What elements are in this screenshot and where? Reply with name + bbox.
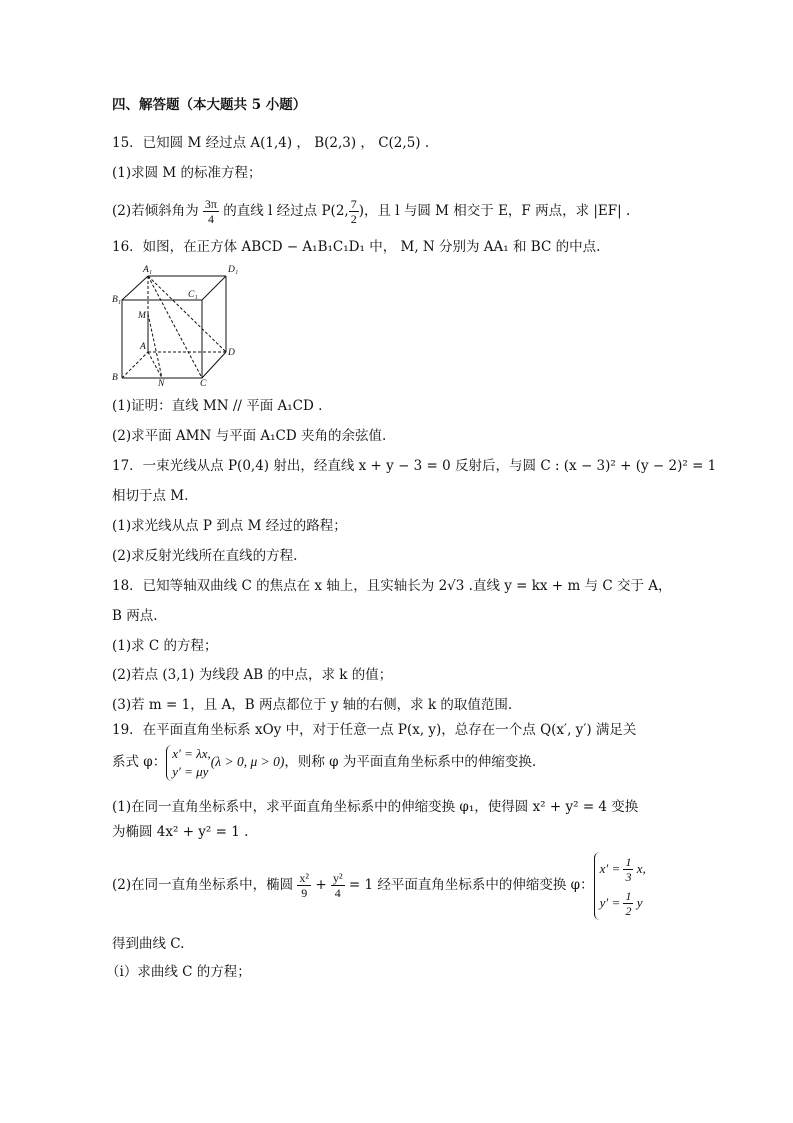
q16-part1: (1)证明：直线 MN // 平面 A₁CD . — [112, 398, 323, 414]
ellipse-x-term: $\frac{\text{x²}}{9}$ — [299, 871, 310, 900]
q15-part2 — [112, 193, 630, 229]
section-title: 四、解答题（本大题共 5 小题） — [112, 97, 307, 113]
q15-part1: (1)求圆 M 的标准方程； — [112, 165, 262, 181]
q16-part2: (2)求平面 AMN 与平面 A₁CD 夹角的余弦值. — [112, 428, 387, 444]
q18-stem: 18．已知等轴双曲线 C 的焦点在 x 轴上，且实轴长为 2√3 .直线 y = kx + m 与 C 交于 A， — [112, 578, 672, 594]
label-m: M — [138, 311, 146, 321]
q17-stem-cont: 相切于点 M. — [112, 488, 189, 504]
transform-system: x′ = λx, y′ = μy — [166, 745, 211, 781]
q19-part2: (2)在同一直角坐标系中，椭圆 $\frac{\text{x²}}{9}$ + $\frac{\text{y²}}{4}$ = 1 经平面直角坐标系中的伸缩变换 φ： x′ = $\frac{1}{3}$ x, y′ = $\frac{1}{2}$ y — [112, 845, 646, 925]
label-d: D — [228, 348, 235, 358]
q15-part2-mid: 的直线 l 经过点 P(2, — [223, 203, 349, 219]
q18-part2: (2)若点 (3,1) 为线段 AB 的中点，求 k 的值； — [112, 667, 393, 683]
q15-stem: 15．已知圆 M 经过点 A(1,4) ， B(2,3) ， C(2,5) . — [112, 135, 430, 151]
q17-part2: (2)求反射光线所在直线的方程. — [112, 548, 298, 564]
label-b: B — [112, 373, 118, 383]
q19-sub-i: （i）求曲线 C 的方程； — [106, 964, 251, 980]
label-c1: C₁ — [188, 290, 198, 300]
label-c: C — [200, 379, 207, 386]
q18-part1: (1)求 C 的方程； — [112, 638, 218, 654]
q19-part1: (1)在同一直角坐标系中，求平面直角坐标系中的伸缩变换 φ₁，使得圆 x² + y² = 4 变换 — [112, 799, 639, 815]
label-d1: D₁ — [228, 265, 239, 275]
q18-stem-cont: B 两点. — [112, 608, 158, 624]
cube-figure — [110, 262, 245, 386]
q17-part1: (1)求光线从点 P 到点 M 经过的路程； — [112, 518, 347, 534]
q19-part1-cont: 为椭圆 4x² + y² = 1 . — [112, 824, 249, 840]
q16-stem: 16．如图，在正方体 ABCD − A₁B₁C₁D₁ 中， M, N 分别为 AA₁ 和 BC 的中点. — [112, 239, 601, 255]
q19-stem: 19．在平面直角坐标系 xOy 中，对于任意一点 P(x, y)，总存在一个点 Q(x′, y′) 满足关 — [112, 722, 637, 738]
q17-stem: 17．一束光线从点 P(0,4) 射出，经直线 x + y − 3 = 0 反射后，与圆 C : (x − 3)² + (y − 2)² = 1 — [112, 458, 717, 474]
q15-part2-post: )，且 l 与圆 M 相交于 E，F 两点，求 |EF| . — [358, 203, 631, 219]
label-n: N — [158, 379, 165, 386]
point-y-fraction: $\frac{7}{2}$ — [350, 197, 357, 226]
transform-system-2: x′ = $\frac{1}{3}$ x, y′ = $\frac{1}{2}$ y — [594, 852, 646, 920]
label-a1: A₁ — [143, 265, 153, 275]
slope-angle-fraction: $\frac{3\pi}{4}$ — [204, 197, 217, 226]
label-b1: B₁ — [112, 295, 122, 305]
q15-part2-pre: (2)若倾斜角为 — [112, 203, 199, 219]
q19-stem-cont: 系式 φ： x′ = λx, y′ = μy (λ > 0, μ > 0)，则称 φ 为平面直角坐标系中的伸缩变换. — [112, 745, 537, 779]
q18-part3: (3)若 m = 1，且 A，B 两点都位于 y 轴的右侧，求 k 的取值范围. — [112, 697, 513, 713]
ellipse-y-term: $\frac{\text{y²}}{4}$ — [332, 871, 343, 900]
label-a: A — [140, 342, 146, 352]
q19-part2-cont: 得到曲线 C. — [112, 936, 185, 952]
